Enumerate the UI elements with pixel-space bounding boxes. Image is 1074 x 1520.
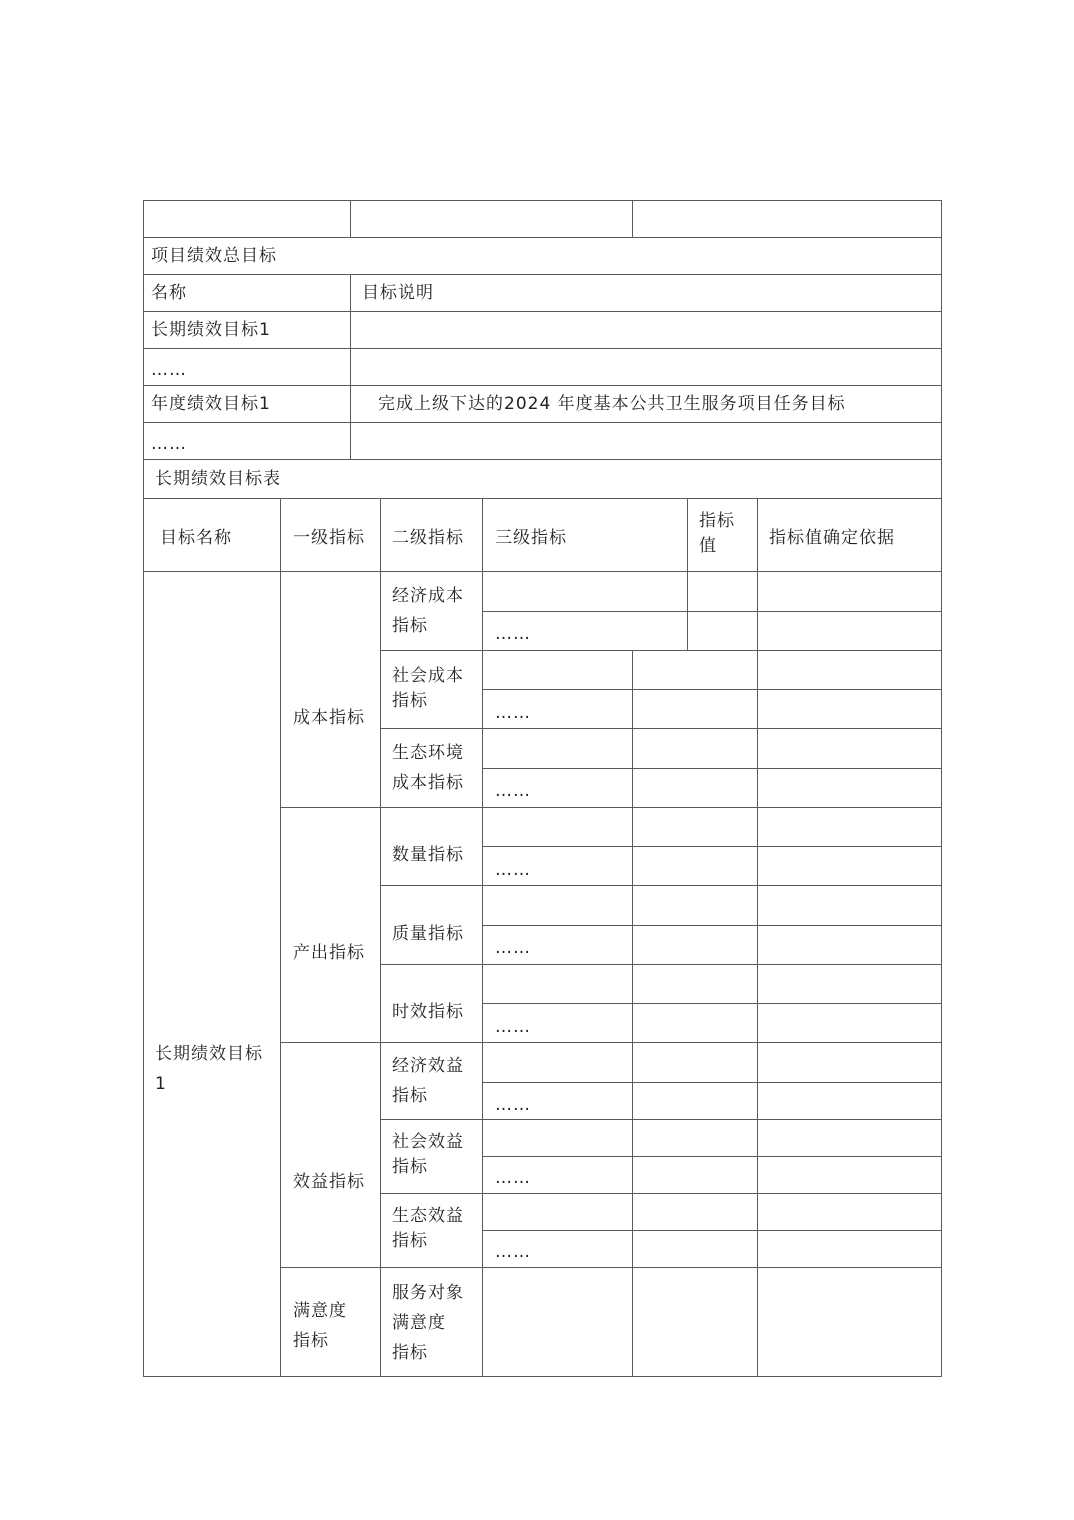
rule bbox=[280, 1042, 942, 1043]
header-basis: 指标值确定依据 bbox=[769, 528, 895, 548]
rule bbox=[143, 348, 942, 349]
rule bbox=[143, 311, 942, 312]
level1-benefit: 效益指标 bbox=[293, 1172, 365, 1192]
rule bbox=[143, 422, 942, 423]
header-goal-name: 目标名称 bbox=[160, 528, 232, 548]
ellipsis: …… bbox=[495, 624, 531, 644]
rule bbox=[143, 237, 942, 238]
summary-row-name: 长期绩效目标1 bbox=[151, 320, 271, 340]
rule bbox=[280, 1267, 942, 1268]
goal-name-cell: 长期绩效目标 1 bbox=[155, 1044, 263, 1094]
rule bbox=[757, 498, 758, 1377]
level1-output: 产出指标 bbox=[293, 943, 365, 963]
level2-eco-env-cost: 生态环境 成本指标 bbox=[392, 743, 464, 793]
rule bbox=[482, 611, 942, 612]
table-border-bottom bbox=[143, 1376, 942, 1377]
rule bbox=[482, 768, 942, 769]
level2-social-benefit: 社会效益 指标 bbox=[392, 1132, 464, 1177]
rule bbox=[632, 200, 633, 237]
rule bbox=[482, 1230, 942, 1231]
header-level3: 三级指标 bbox=[495, 528, 567, 548]
level1-satisfaction: 满意度 指标 bbox=[293, 1301, 347, 1351]
table-border-right bbox=[941, 200, 942, 1377]
rule bbox=[280, 498, 281, 1377]
ellipsis: …… bbox=[495, 1168, 531, 1188]
summary-row-name: …… bbox=[151, 360, 187, 380]
rule bbox=[280, 807, 942, 808]
rule bbox=[380, 1119, 942, 1120]
level2-timeliness: 时效指标 bbox=[392, 1002, 464, 1022]
ellipsis: …… bbox=[495, 781, 531, 801]
summary-row-name: …… bbox=[151, 434, 187, 454]
level2-quantity: 数量指标 bbox=[392, 845, 464, 865]
rule bbox=[482, 1003, 942, 1004]
rule bbox=[350, 200, 351, 237]
level2-service-satisfaction: 服务对象 满意度 指标 bbox=[392, 1283, 464, 1363]
summary-row-name: 年度绩效目标1 bbox=[151, 394, 271, 414]
rule bbox=[482, 846, 942, 847]
ellipsis: …… bbox=[495, 1242, 531, 1262]
rule bbox=[350, 274, 351, 459]
rule bbox=[482, 498, 483, 1377]
level2-ecological-benefit: 生态效益 指标 bbox=[392, 1206, 464, 1251]
level1-cost: 成本指标 bbox=[293, 708, 365, 728]
table-border-left bbox=[143, 200, 144, 1377]
rule bbox=[143, 498, 942, 499]
summary-desc-header: 目标说明 bbox=[362, 283, 434, 303]
rule bbox=[380, 964, 942, 965]
summary-row-desc: 完成上级下达的2024 年度基本公共卫生服务项目任务目标 bbox=[378, 394, 846, 414]
level2-social-cost: 社会成本 指标 bbox=[392, 666, 464, 711]
rule bbox=[482, 689, 942, 690]
rule bbox=[482, 925, 942, 926]
rule bbox=[380, 650, 942, 651]
ellipsis: …… bbox=[495, 1095, 531, 1115]
level2-economic-benefit: 经济效益 指标 bbox=[392, 1056, 464, 1106]
header-level2: 二级指标 bbox=[392, 528, 464, 548]
header-value: 指标 值 bbox=[699, 511, 735, 556]
level2-quality: 质量指标 bbox=[392, 924, 464, 944]
ellipsis: …… bbox=[495, 938, 531, 958]
rule bbox=[380, 728, 942, 729]
level2-economic-cost: 经济成本 指标 bbox=[392, 586, 464, 636]
rule bbox=[482, 1082, 942, 1083]
rule bbox=[687, 498, 688, 651]
rule bbox=[143, 459, 942, 460]
rule bbox=[143, 385, 942, 386]
rule bbox=[380, 1193, 942, 1194]
rule bbox=[380, 498, 381, 1377]
long-table-title: 长期绩效目标表 bbox=[155, 469, 281, 489]
summary-section-title: 项目绩效总目标 bbox=[151, 246, 277, 266]
table-border-top bbox=[143, 200, 942, 201]
summary-name-header: 名称 bbox=[151, 283, 187, 303]
rule bbox=[143, 571, 942, 572]
rule bbox=[143, 274, 942, 275]
rule bbox=[380, 885, 942, 886]
ellipsis: …… bbox=[495, 1017, 531, 1037]
header-level1: 一级指标 bbox=[293, 528, 365, 548]
ellipsis: …… bbox=[495, 703, 531, 723]
ellipsis: …… bbox=[495, 860, 531, 880]
rule bbox=[482, 1156, 942, 1157]
